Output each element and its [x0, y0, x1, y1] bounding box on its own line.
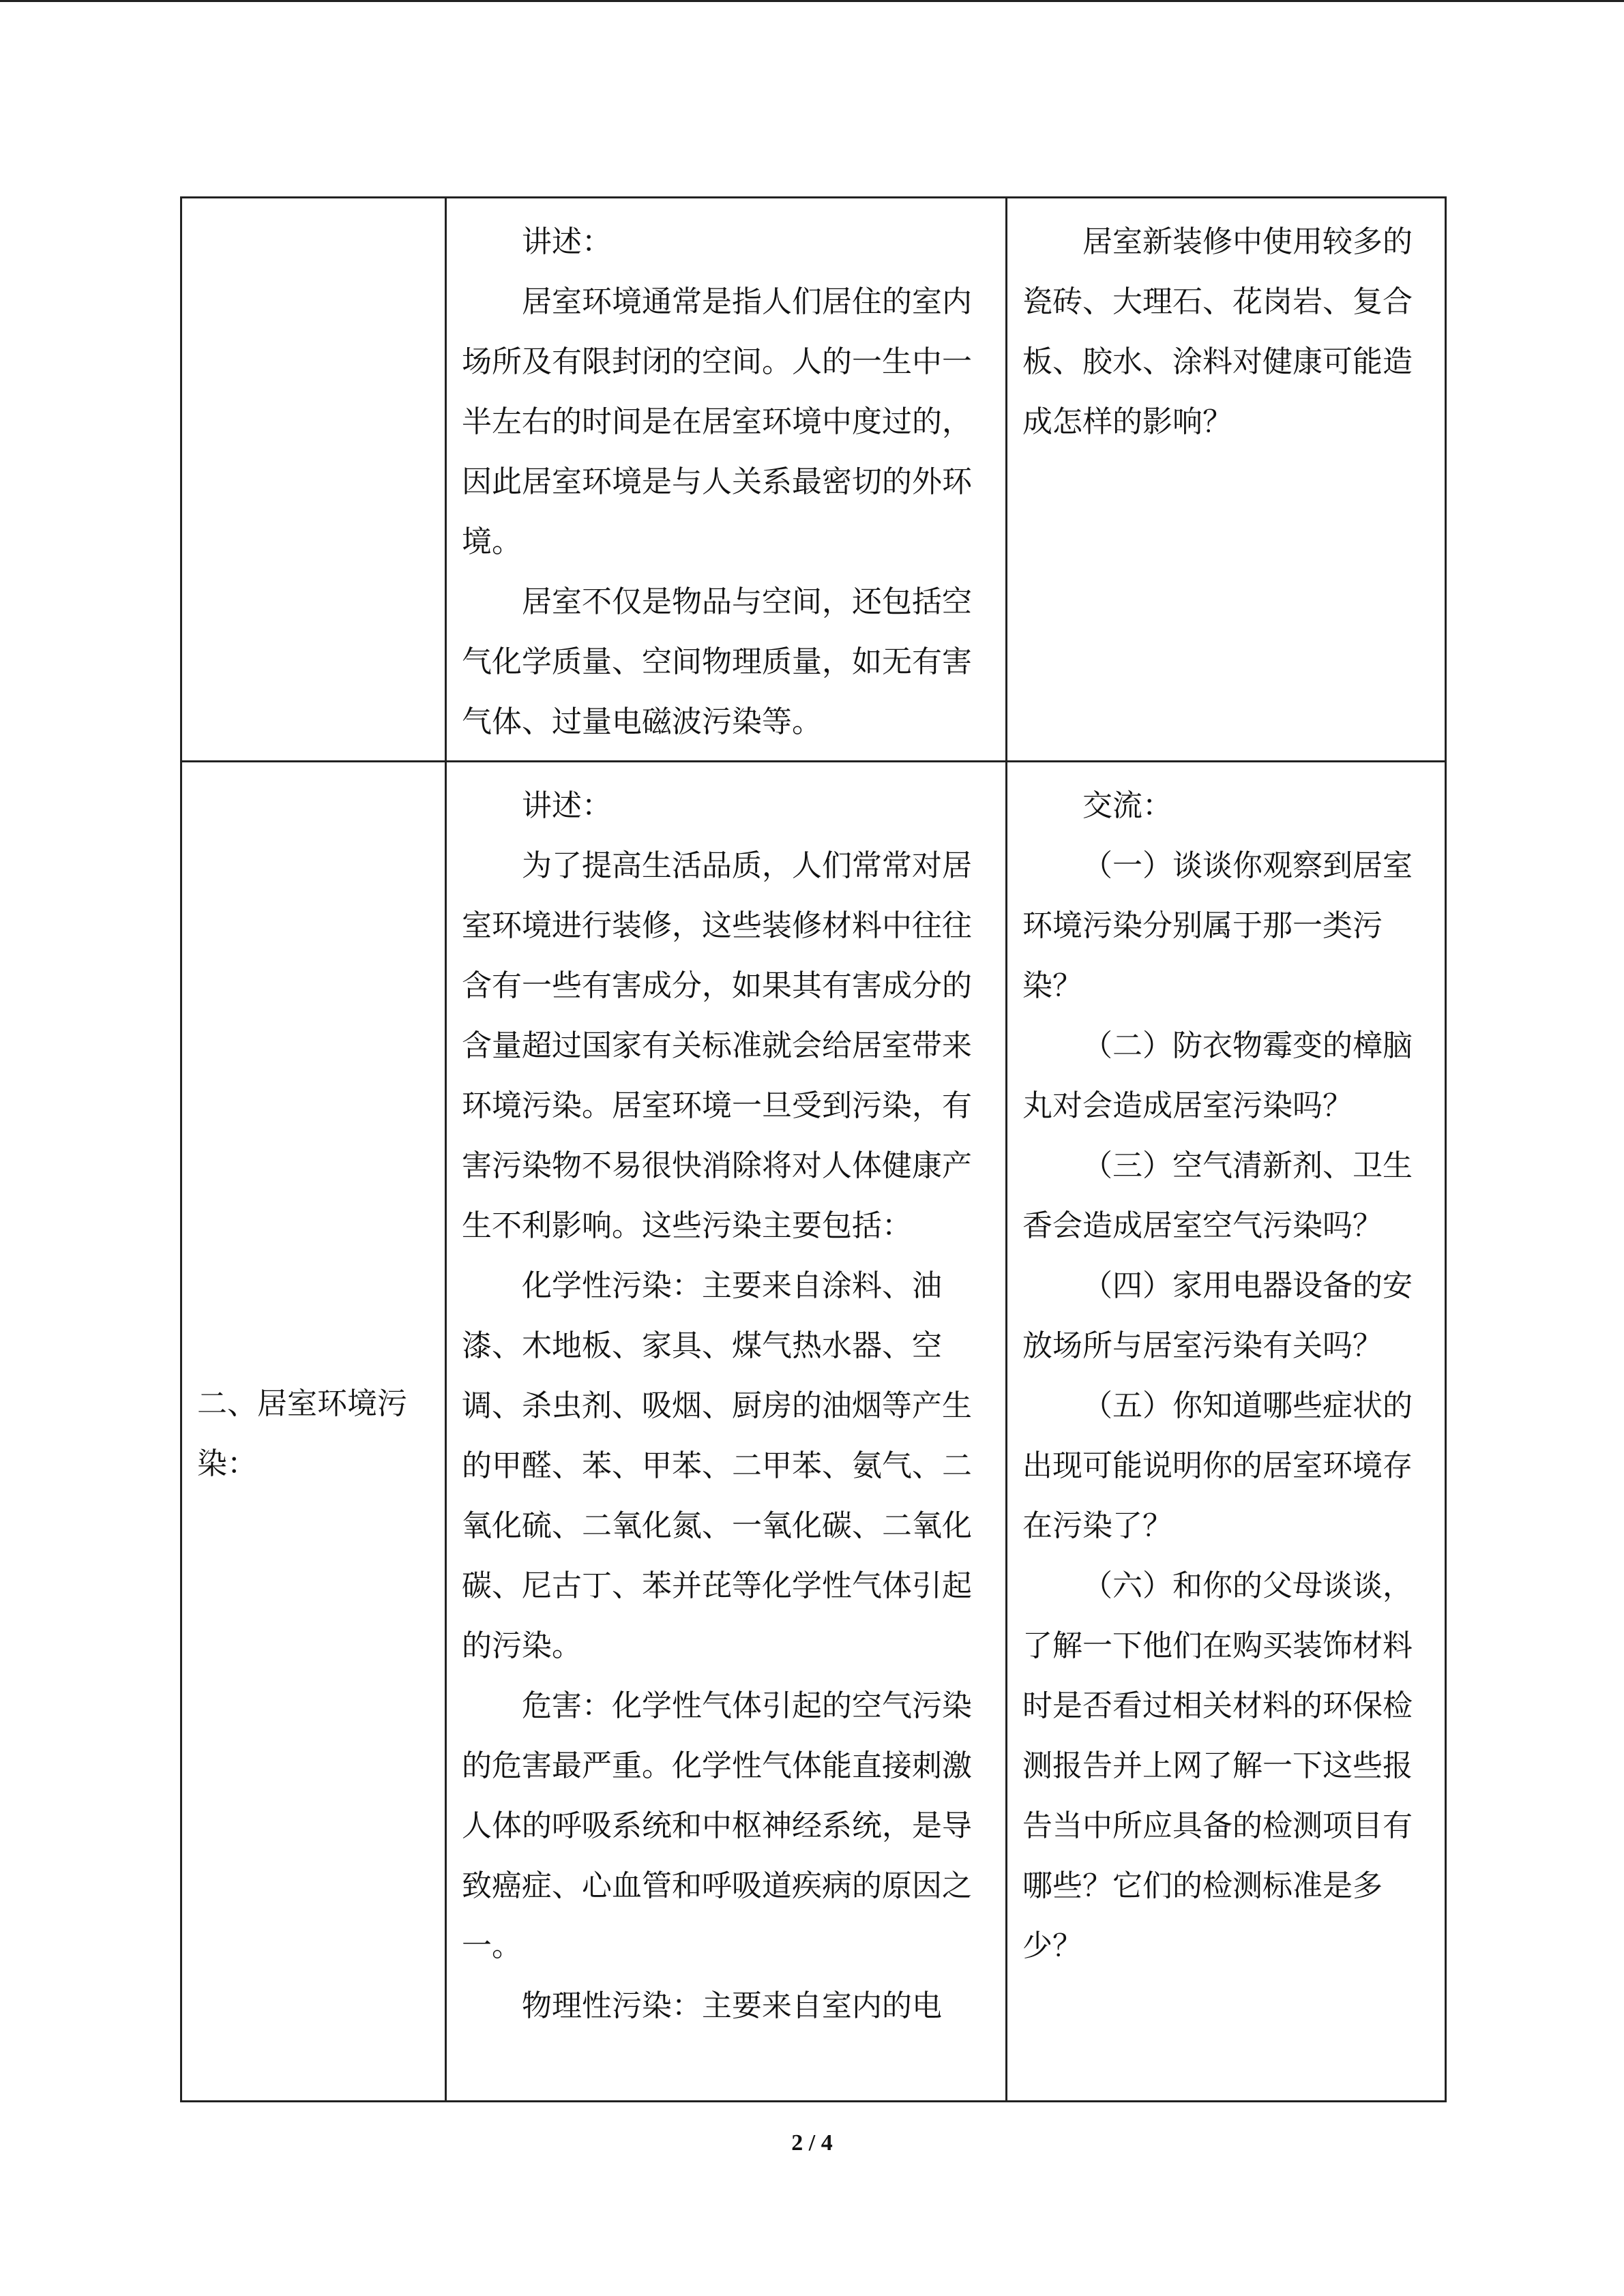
top-border-line — [0, 0, 1624, 2]
teacher-paragraph: 化学性污染：主要来自涂料、油漆、木地板、家具、煤气热水器、空调、杀虫剂、吸烟、厨房的油烟等产生的甲醛、苯、甲苯、二甲苯、氨气、二氧化硫、二氧化氮、一氧化碳、二氧化碳、尼古丁、苯并芘等化学性气体引起的污染。 — [462, 1268, 972, 1663]
table-row — [181, 198, 1446, 762]
lesson-plan-table — [180, 196, 1447, 2102]
section-title: 二、居室环境污染： — [197, 1386, 407, 1481]
student-activity-cell — [1007, 198, 1446, 762]
teacher-paragraph: 讲述： — [522, 224, 612, 259]
student-paragraph: 交流： — [1082, 788, 1172, 823]
student-paragraph: （二）防衣物霉变的樟脑丸对会造成居室污染吗？ — [1022, 1028, 1413, 1123]
teacher-paragraph: 为了提高生活品质，人们常常对居室环境进行装修，这些装修材料中往往含有一些有害成分，如果其有害成分的含量超过国家有关标准就会给居室带来环境污染。居室环境一旦受到污染，有害污染物不易很快消除将对人体健康产生不利影响。这些污染主要包括： — [462, 848, 972, 1243]
student-paragraph: （一）谈谈你观察到居室环境污染分别属于那一类污染？ — [1022, 848, 1413, 1003]
student-paragraph: （四）家用电器设备的安放场所与居室污染有关吗？ — [1022, 1268, 1413, 1363]
student-paragraph: （五）你知道哪些症状的出现可能说明你的居室环境存在污染了？ — [1022, 1388, 1413, 1543]
table-row — [181, 762, 1446, 2102]
section-title-cell — [181, 762, 446, 2102]
teacher-paragraph: 物理性污染：主要来自室内的电 — [522, 1988, 942, 2023]
teacher-paragraph: 居室不仅是物品与空间，还包括空气化学质量、空间物理质量，如无有害气体、过量电磁波污染等。 — [462, 584, 972, 739]
section-title-cell — [181, 198, 446, 762]
student-paragraph: 居室新装修中使用较多的瓷砖、大理石、花岗岩、复合板、胶水、涂料对健康可能造成怎样的影响？ — [1022, 224, 1413, 439]
teacher-paragraph: 居室环境通常是指人们居住的室内场所及有限封闭的空间。人的一生中一半左右的时间是在居室环境中度过的，因此居室环境是与人关系最密切的外环境。 — [462, 284, 972, 559]
teacher-activity-cell — [446, 762, 1007, 2102]
student-activity-cell — [1007, 762, 1446, 2102]
page-number: 2 / 4 — [791, 2130, 833, 2156]
teacher-paragraph: 危害：化学性气体引起的空气污染的危害最严重。化学性气体能直接刺激人体的呼吸系统和中枢神经系统，是导致癌症、心血管和呼吸道疾病的原因之一。 — [462, 1688, 972, 1963]
teacher-paragraph: 讲述： — [522, 788, 612, 823]
teacher-activity-cell — [446, 198, 1007, 762]
student-paragraph: （六）和你的父母谈谈，了解一下他们在购买装饰材料时是否看过相关材料的环保检测报告并上网了解一下这些报告当中所应具备的检测项目有哪些？它们的检测标准是多少？ — [1022, 1568, 1413, 1963]
student-paragraph: （三）空气清新剂、卫生香会造成居室空气污染吗？ — [1022, 1148, 1413, 1243]
